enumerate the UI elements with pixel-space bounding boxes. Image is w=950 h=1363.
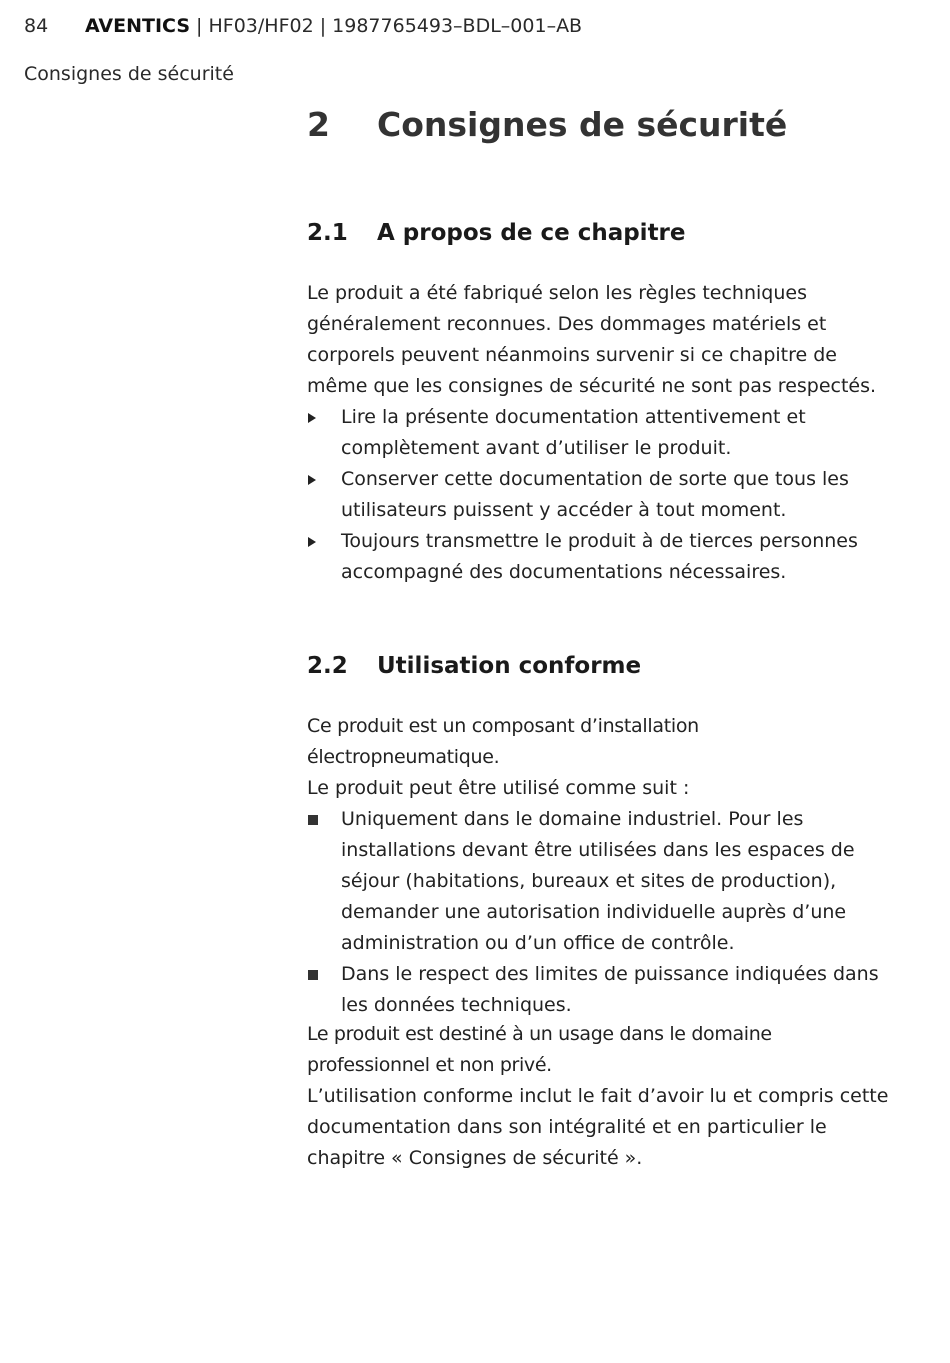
arrow-bullet-icon [307,526,327,557]
section-2-2-intro-2: Le produit peut être utilisé comme suit : [307,777,690,799]
section-number: 2.2 [307,653,348,679]
action-item [307,402,892,464]
usage-text: Dans le respect des limites de puissance indiquées dans les données techniques. [341,963,879,1016]
action-text: Conserver cette documentation de sorte que tous les utilisateurs puissent y accéder à tout moment. [341,468,849,521]
usage-text: Uniquement dans le domaine industriel. Pour les installations devant être utilisées dans les espaces de séjour (habitations, bureaux et sites de production), demander une autorisation individuelle auprès d’une administration ou d’un office de contrôle. [341,808,855,954]
document-reference: | HF03/HF02 | 1987765493–BDL–001–AB [190,15,583,37]
section-2-2-closing-1: Le produit est destiné à un usage dans le domaine professionnel et non privé. [307,1023,772,1076]
section-number: 2.1 [307,220,348,246]
chapter-title: Consignes de sécurité [377,105,788,144]
usage-item [307,959,892,1021]
section-heading-2-2 [307,650,641,682]
action-item [307,526,892,588]
page-header [24,12,582,40]
section-2-1-intro: Le produit a été fabriqué selon les règles techniques généralement reconnues. Des dommages matériels et corporels peuvent néanmoins survenir si ce chapitre de même que les consignes de sécurité ne sont pas respectés. [307,282,877,397]
chapter-heading [307,102,787,148]
section-2-2-closing [307,1019,892,1174]
arrow-bullet-icon [307,402,327,433]
chapter-number: 2 [307,105,330,144]
section-title: A propos de ce chapitre [377,220,686,246]
square-bullet-icon [307,959,327,990]
section-2-2-intro-1: Ce produit est un composant d’installation électropneumatique. [307,715,699,768]
section-2-1-body [307,278,892,588]
usage-item [307,804,892,959]
running-section-title: Consignes de sécurité [24,63,234,85]
arrow-bullet-icon [307,464,327,495]
page-number: 84 [24,15,49,37]
section-heading-2-1 [307,217,686,249]
action-text: Lire la présente documentation attentivement et complètement avant d’utiliser le produit. [341,406,806,459]
section-title: Utilisation conforme [377,653,642,679]
action-list [307,402,892,588]
action-item [307,464,892,526]
action-text: Toujours transmettre le produit à de tierces personnes accompagné des documentations nécessaires. [341,530,858,583]
section-2-2-closing-2: L’utilisation conforme inclut le fait d’avoir lu et compris cette documentation dans son intégralité et en particulier le chapitre « Consignes de sécurité ». [307,1085,889,1169]
square-bullet-icon [307,804,327,835]
usage-list [307,804,892,1021]
section-2-2-body [307,711,892,1021]
brand-name: AVENTICS [85,15,191,37]
